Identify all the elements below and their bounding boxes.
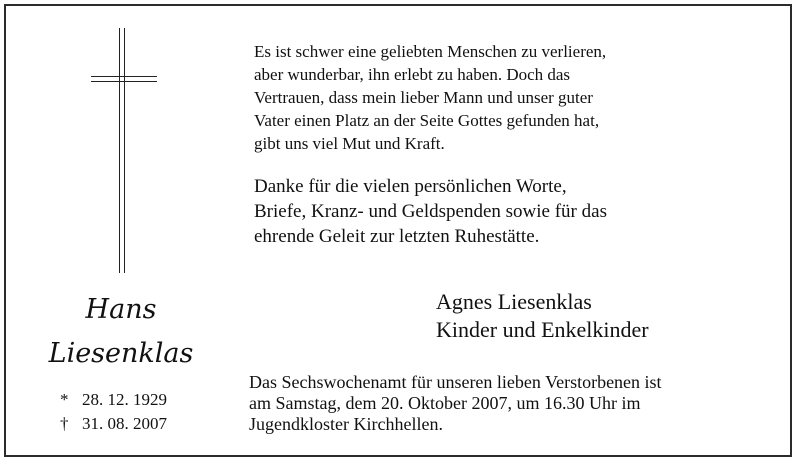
text-line: aber wunderbar, ihn erlebt zu haben. Doch das xyxy=(254,65,571,84)
life-dates xyxy=(60,388,167,436)
text-line: Danke für die vielen persönlichen Worte, xyxy=(254,176,567,197)
death-line xyxy=(60,412,167,436)
birth-line xyxy=(60,388,167,412)
family-line: Kinder und Enkelkinder xyxy=(436,317,649,342)
text-line: ehrende Geleit zur letzten Ruhestätte. xyxy=(254,226,540,247)
text-line: Briefe, Kranz- und Geldspenden sowie für das xyxy=(254,201,607,222)
text-line: gibt uns viel Mut und Kraft. xyxy=(254,134,445,153)
text-line: Es ist schwer eine geliebten Menschen zu verlieren, xyxy=(254,42,607,61)
notice-line: Das Sechswochenamt für unseren lieben Verstorbenen ist xyxy=(249,372,662,392)
service-notice xyxy=(249,372,662,435)
text-line: Vertrauen, dass mein lieber Mann und unser guter xyxy=(254,88,593,107)
birth-date: 28. 12. 1929 xyxy=(82,390,167,409)
death-cross-icon: † xyxy=(60,414,69,433)
text-line: Vater einen Platz an der Seite Gottes gefunden hat, xyxy=(254,111,600,130)
family-signature xyxy=(436,288,649,344)
obituary-card xyxy=(4,4,792,457)
notice-line: Jugendkloster Kirchhellen. xyxy=(249,414,443,434)
cross-icon xyxy=(119,28,125,273)
family-line: Agnes Liesenklas xyxy=(436,289,592,314)
condolence-paragraph xyxy=(254,40,606,155)
death-date: 31. 08. 2007 xyxy=(82,414,167,433)
thanks-paragraph xyxy=(254,174,607,249)
deceased-name xyxy=(46,288,196,376)
birth-star-icon: * xyxy=(60,390,69,409)
first-name: Hans xyxy=(85,294,157,325)
cross-bar xyxy=(91,76,157,82)
notice-line: am Samstag, dem 20. Oktober 2007, um 16.30 Uhr im xyxy=(249,393,641,413)
last-name: Liesenklas xyxy=(48,338,194,369)
